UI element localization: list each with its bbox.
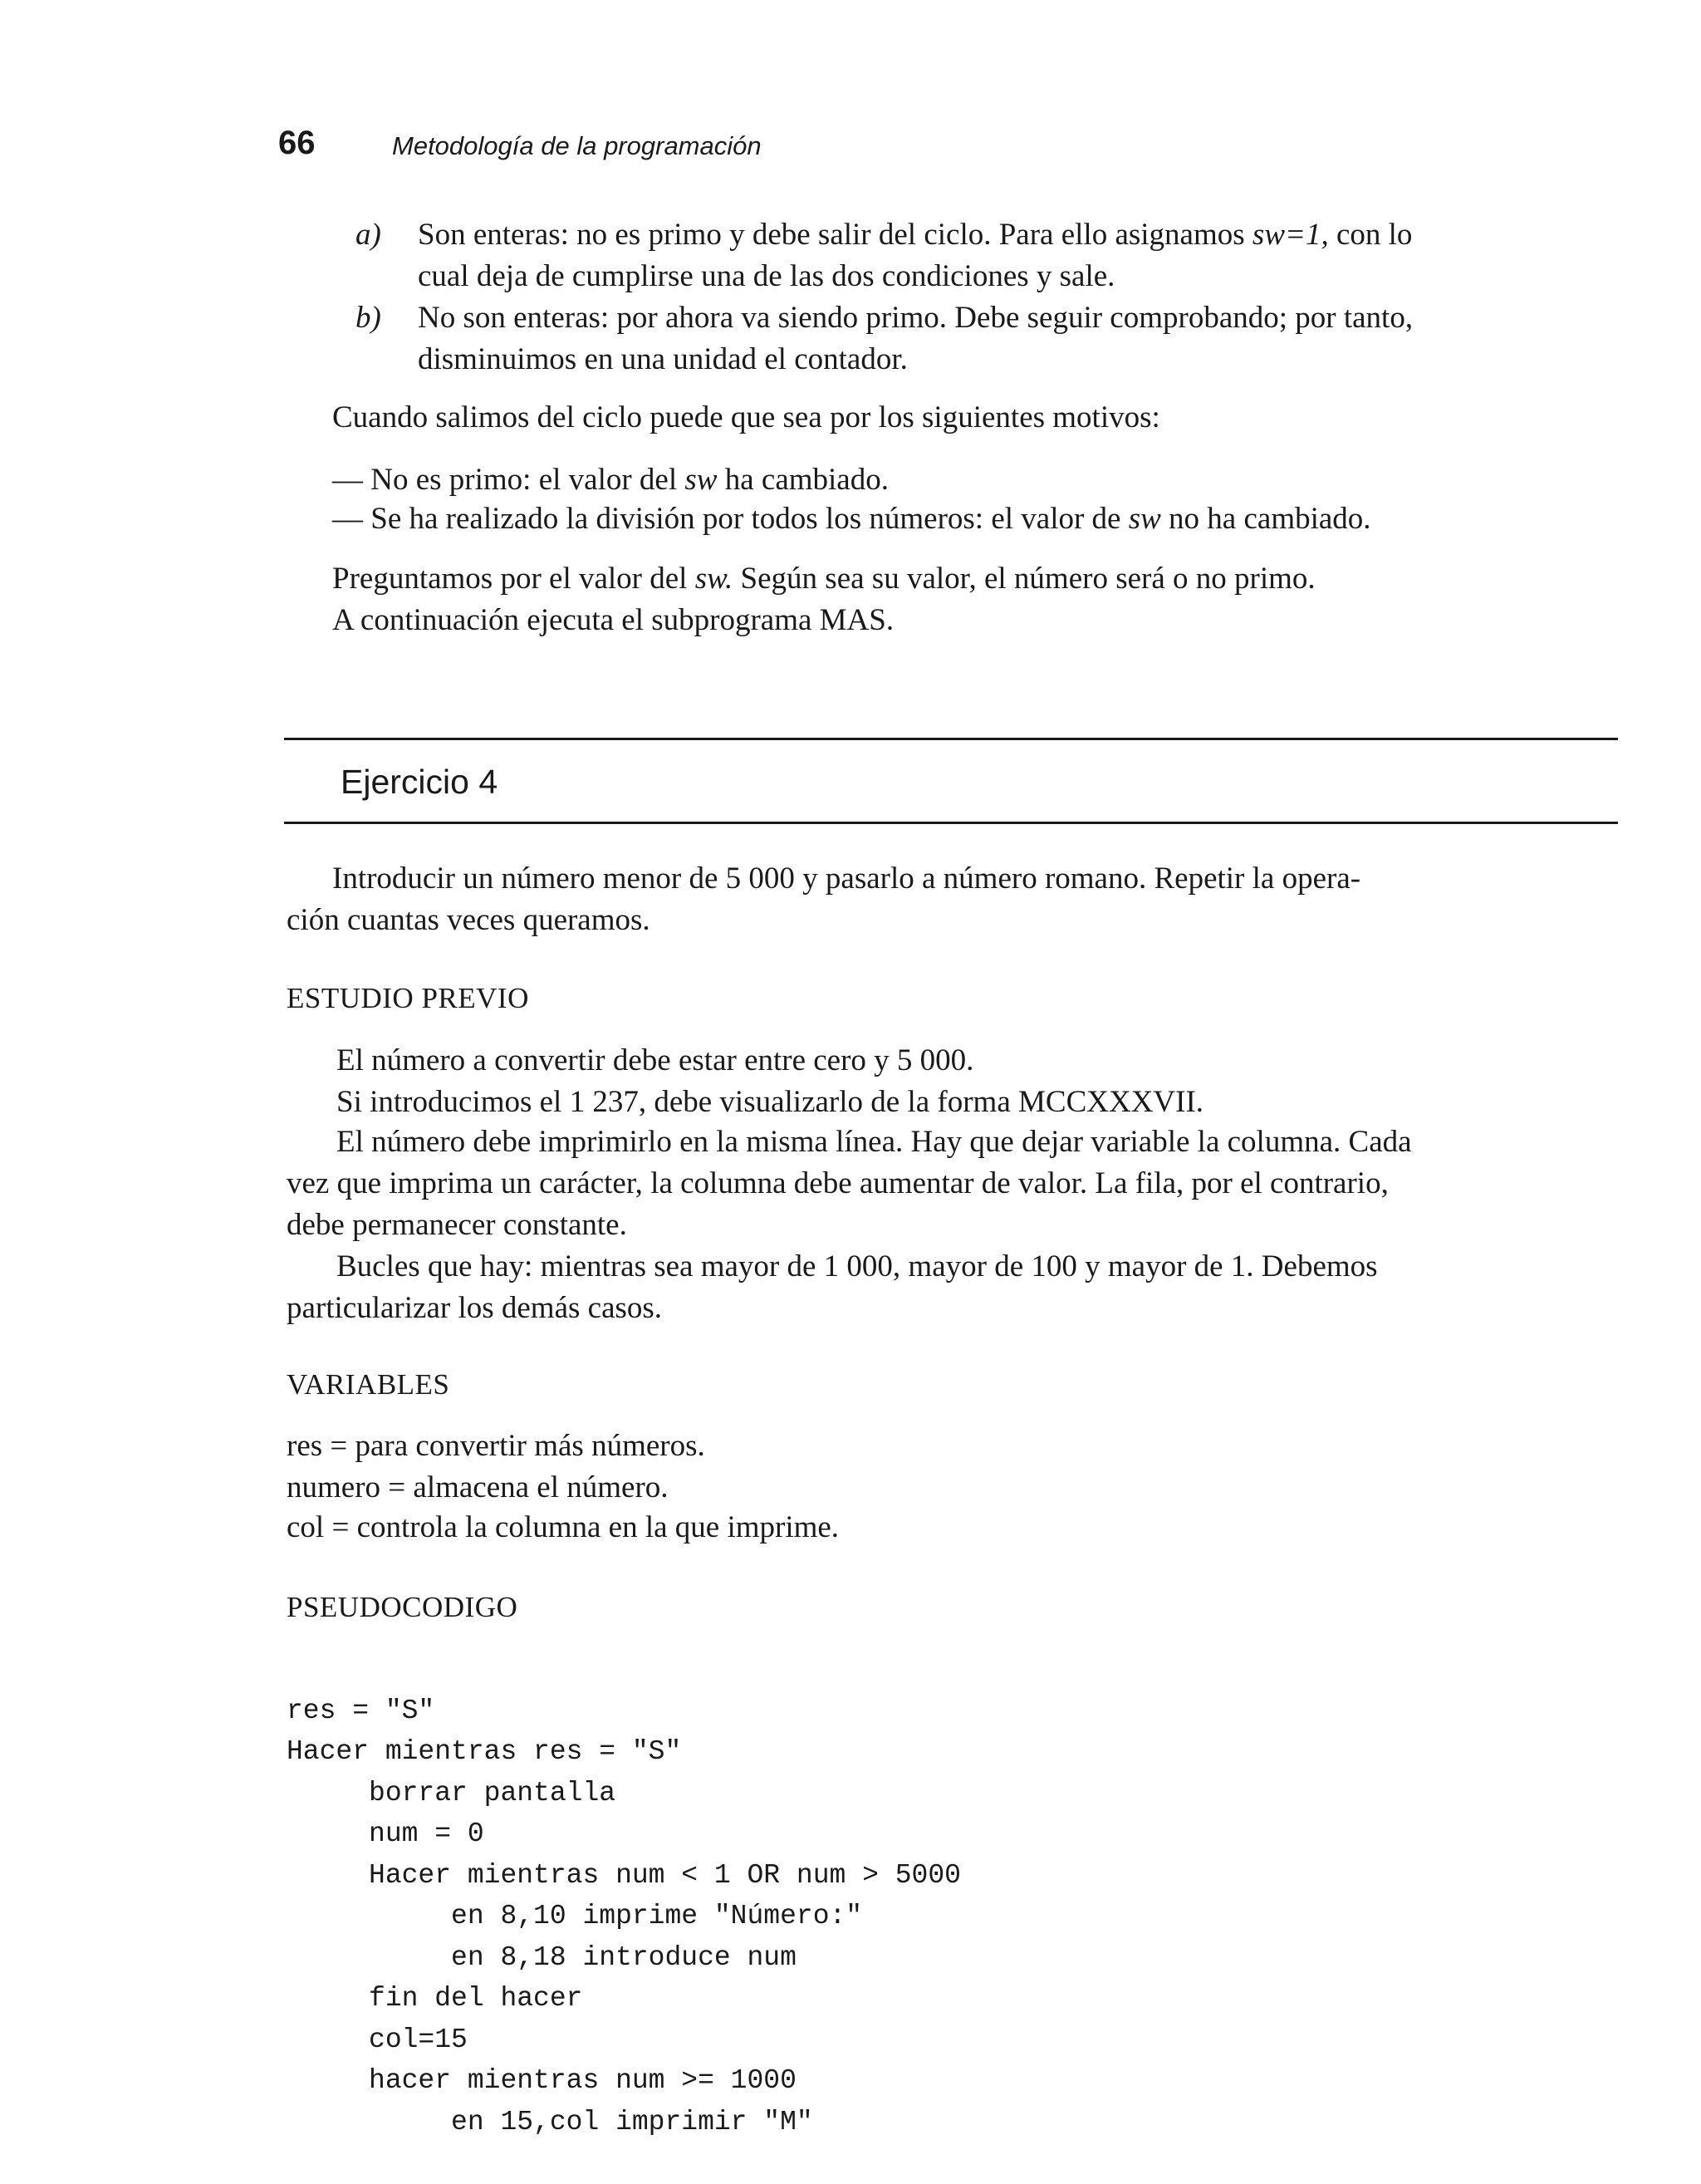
reason-2	[332, 498, 1371, 540]
item-b-marker-text: b)	[355, 301, 381, 335]
code-line: borrar pantalla	[287, 1777, 616, 1809]
item-b-line1: No son enteras: por ahora va siendo primo. Debe seguir comprobando; por tanto,	[418, 301, 1414, 335]
code-line: res = "S"	[287, 1695, 435, 1726]
item-a-line2: cual deja de cumplirse una de las dos condiciones y sale.	[418, 259, 1115, 293]
estudio-line-7: particularizar los demás casos.	[287, 1291, 663, 1325]
pseudocode-block	[287, 1649, 961, 2184]
pseudocodigo-heading: PSEUDOCODIGO	[287, 1591, 518, 1623]
item-a-line1	[418, 214, 1412, 256]
variable-col: col = controla la columna en la que imprime.	[287, 1510, 840, 1544]
item-a-text-end: con lo	[1328, 218, 1413, 252]
estudio-previo-heading: ESTUDIO PREVIO	[287, 982, 529, 1014]
reason-2-text-end: no ha cambiado.	[1160, 502, 1371, 536]
reason-1	[332, 459, 889, 501]
exit-reasons-intro: Cuando salimos del ciclo puede que sea por los siguientes motivos:	[332, 400, 1160, 434]
estudio-line-4: vez que imprima un carácter, la columna debe aumentar de valor. La fila, por el contrario,	[287, 1166, 1389, 1200]
item-a-marker-text: a)	[355, 218, 381, 252]
question-text-end: Según sea su valor, el número será o no primo.	[733, 562, 1316, 596]
item-b-line2: disminuimos en una unidad el contador.	[418, 342, 908, 376]
page-number: 66	[278, 125, 316, 161]
code-line: en 8,18 introduce num	[287, 1941, 797, 1973]
code-line: Hacer mientras res = "S"	[287, 1736, 682, 1767]
exercise-top-rule	[284, 738, 1618, 740]
exercise-bottom-rule	[284, 822, 1618, 824]
code-line: num = 0	[287, 1818, 484, 1849]
item-a-text: Son enteras: no es primo y debe salir del ciclo. Para ello asignamos	[418, 218, 1252, 252]
variable-numero: numero = almacena el número.	[287, 1470, 669, 1504]
estudio-line-2: Si introducimos el 1 237, debe visualizarlo de la forma MCCXXXVII.	[336, 1085, 1204, 1119]
exercise-statement-line1: Introducir un número menor de 5 000 y pasarlo a número romano. Repetir la opera-	[332, 861, 1361, 896]
code-line: col=15	[287, 2024, 468, 2055]
code-line: hacer mientras num >= 1000	[287, 2065, 797, 2096]
reason-2-sw: sw	[1128, 502, 1161, 536]
code-line: en 8,10 imprime "Número:"	[287, 1901, 863, 1931]
continuation-line: A continuación ejecuta el subprograma MAS.	[332, 603, 895, 637]
question-text: Preguntamos por el valor del	[332, 562, 695, 596]
running-head: Metodología de la programación	[392, 131, 762, 160]
item-a-sw: sw=1,	[1252, 218, 1329, 252]
question-sw: sw.	[694, 562, 733, 596]
code-line: Hacer mientras num < 1 OR num > 5000	[287, 1859, 961, 1891]
exercise-title: Ejercicio 4	[341, 763, 498, 801]
estudio-line-1: El número a convertir debe estar entre cero y 5 000.	[336, 1043, 974, 1077]
estudio-line-5: debe permanecer constante.	[287, 1208, 627, 1242]
variables-heading: VARIABLES	[287, 1368, 450, 1401]
variable-res: res = para convertir más números.	[287, 1429, 705, 1463]
code-line: fin del hacer	[287, 1983, 583, 2014]
exercise-statement-line2: ción cuantas veces queramos.	[287, 903, 650, 937]
reason-1-text: — No es primo: el valor del	[332, 463, 685, 497]
reason-1-sw: sw	[684, 463, 718, 497]
reason-2-text: — Se ha realizado la división por todos los números: el valor de	[332, 502, 1129, 536]
reason-1-text-end: ha cambiado.	[717, 463, 889, 497]
item-b-marker	[355, 297, 381, 339]
question-line	[332, 558, 1316, 600]
item-a-marker	[355, 214, 381, 256]
estudio-line-3: El número debe imprimirlo en la misma línea. Hay que dejar variable la columna. Cada	[336, 1125, 1412, 1159]
code-line: en 15,col imprimir "M"	[287, 2106, 813, 2137]
estudio-line-6: Bucles que hay: mientras sea mayor de 1 000, mayor de 100 y mayor de 1. Debemos	[336, 1249, 1378, 1283]
